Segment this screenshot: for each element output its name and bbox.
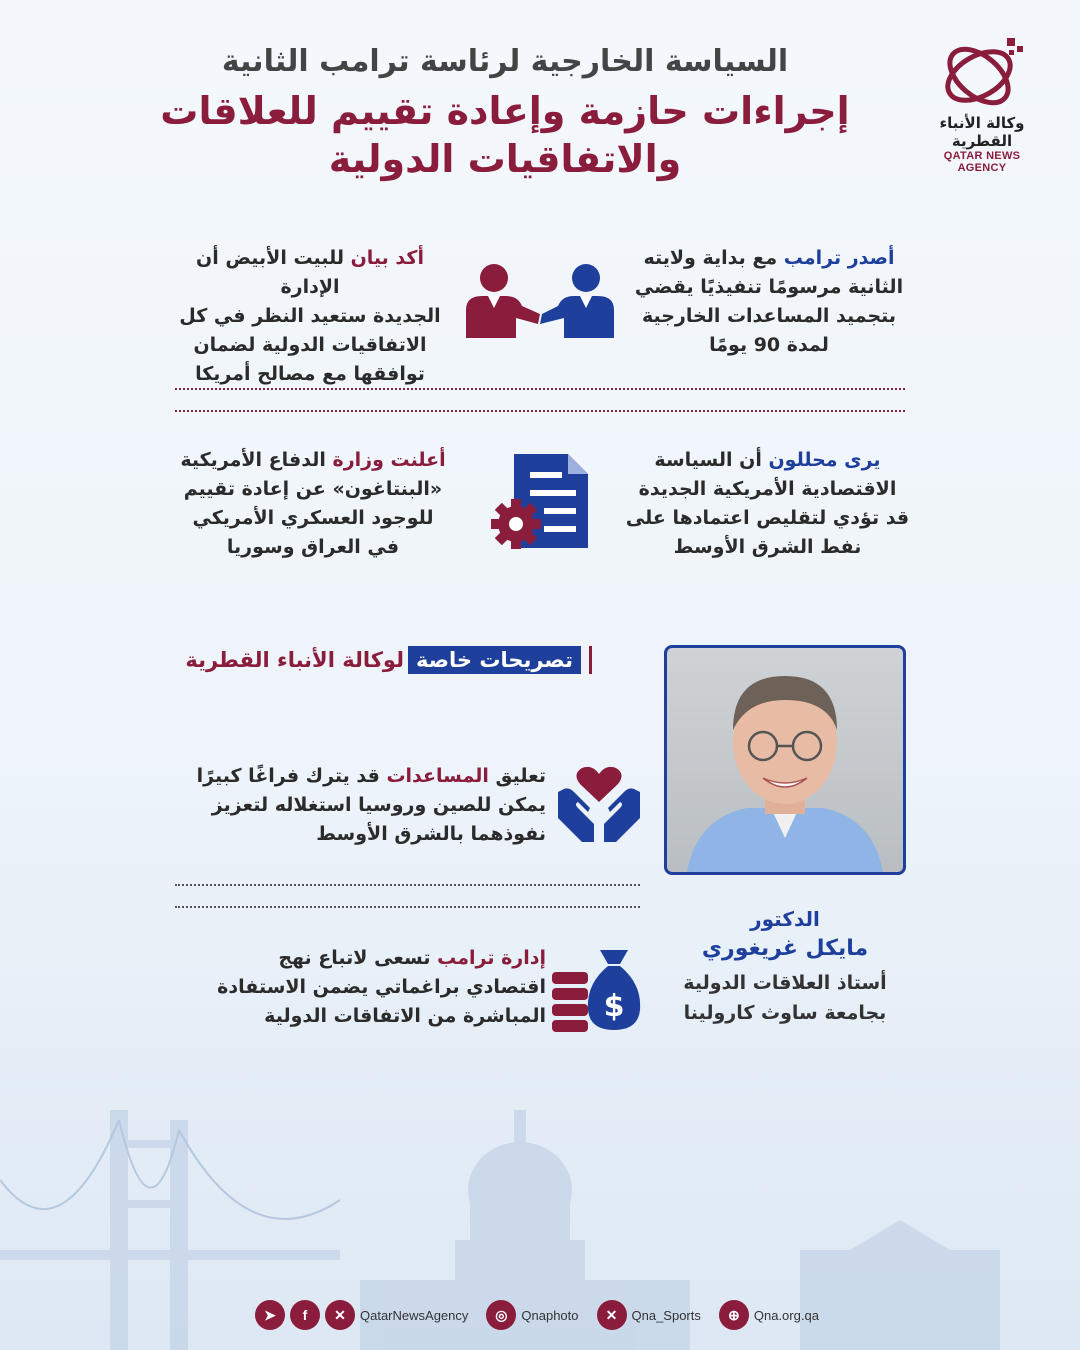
quote-line: تعليق xyxy=(488,765,546,787)
quote-aid-suspension xyxy=(186,762,546,849)
handle-main[interactable]: QatarNewsAgency xyxy=(360,1307,469,1323)
website-link[interactable]: Qna.org.qa xyxy=(753,1307,819,1323)
handle-sports[interactable]: Qna_Sports xyxy=(631,1307,701,1323)
divider xyxy=(175,410,905,412)
instagram-icon[interactable]: ◎ xyxy=(486,1300,516,1330)
expert-name: مايكل غريغوري xyxy=(701,936,869,961)
expert-role xyxy=(664,968,906,1028)
fact-block-analysts xyxy=(625,446,910,562)
logo-name-en: QATAR NEWS AGENCY xyxy=(943,150,1021,174)
fact-line: مع بداية ولايته xyxy=(643,247,784,269)
fact-line: الاتفاقيات الدولية لضمان xyxy=(193,334,427,356)
divider xyxy=(175,906,640,908)
fact-line: في العراق وسوريا xyxy=(226,536,400,558)
fact-line: قد تؤدي لتقليص اعتمادها على xyxy=(625,507,910,529)
fact-block-executive-order xyxy=(628,244,910,360)
telegram-icon[interactable]: ➤ xyxy=(255,1300,285,1330)
money-bag-icon xyxy=(548,944,644,1034)
fact-line: لمدة 90 يومًا xyxy=(709,334,829,356)
portrait-illustration xyxy=(667,648,903,872)
expert-role-line: بجامعة ساوث كارولينا xyxy=(683,1002,887,1024)
page-title-line1: إجراءات حازمة وإعادة تقييم للعلاقات xyxy=(160,89,850,133)
fact-highlight: أكد بيان xyxy=(350,247,424,269)
fact-line: نفط الشرق الأوسط xyxy=(673,536,862,558)
page-title xyxy=(150,87,860,183)
header xyxy=(150,44,860,183)
facebook-icon[interactable]: f xyxy=(290,1300,320,1330)
divider xyxy=(175,884,640,886)
footer-group-site xyxy=(719,1300,819,1330)
fact-line: توافقها مع مصالح أمريكا xyxy=(195,363,425,385)
document-gear-icon xyxy=(488,450,592,554)
footer-group-photo xyxy=(486,1300,578,1330)
exclusive-statements-tag xyxy=(185,646,592,674)
fact-line: أن السياسة xyxy=(654,449,769,471)
quote-highlight: المساعدات xyxy=(386,765,489,787)
globe-icon[interactable]: ⊕ xyxy=(719,1300,749,1330)
expert-photo xyxy=(664,645,906,875)
quote-line: نفوذهما بالشرق الأوسط xyxy=(316,823,546,845)
exclusive-source: لوكالة الأنباء القطرية xyxy=(185,648,404,672)
quote-highlight: إدارة ترامب xyxy=(437,947,546,969)
page-subtitle: السياسة الخارجية لرئاسة ترامب الثانية xyxy=(221,44,789,79)
x-icon[interactable]: ✕ xyxy=(597,1300,627,1330)
quote-line: قد يترك فراغًا كبيرًا xyxy=(196,765,387,787)
fact-block-white-house xyxy=(170,244,450,389)
quote-line: يمكن للصين وروسيا استغلاله لتعزيز xyxy=(211,794,546,816)
svg-text:$: $ xyxy=(603,989,625,1024)
fact-block-pentagon xyxy=(178,446,448,562)
fact-line: بتجميد المساعدات الخارجية xyxy=(641,305,897,327)
social-footer xyxy=(255,1300,831,1330)
handle-photo[interactable]: Qnaphoto xyxy=(521,1307,579,1323)
footer-group-sports xyxy=(597,1300,701,1330)
fact-highlight: يرى محللون xyxy=(768,449,881,471)
qna-logo xyxy=(920,32,1044,174)
logo-name-ar: وكالة الأنباء القطرية xyxy=(939,114,1025,150)
quote-pragmatic-approach xyxy=(186,944,546,1031)
heart-hands-icon xyxy=(554,762,644,846)
expert-role-line: أستاذ العلاقات الدولية xyxy=(683,972,887,994)
expert-info xyxy=(664,904,906,1028)
quote-line: المباشرة من الاتفاقات الدولية xyxy=(264,1005,546,1027)
fact-highlight: أعلنت وزارة xyxy=(332,449,446,471)
fact-highlight: أصدر ترامب xyxy=(783,247,895,269)
divider xyxy=(175,388,905,390)
quote-line: تسعى لاتباع نهج xyxy=(278,947,438,969)
exclusive-label: تصريحات خاصة xyxy=(408,646,581,674)
fact-line: للبيت الأبيض أن الإدارة xyxy=(196,247,351,298)
expert-title: الدكتور xyxy=(750,907,820,931)
fact-line: الاقتصادية الأمريكية الجديدة xyxy=(638,478,897,500)
quote-line: اقتصادي براغماتي يضمن الاستفادة xyxy=(217,976,546,998)
fact-line: «البنتاغون» عن إعادة تقييم xyxy=(183,478,443,500)
fact-line: الدفاع الأمريكية xyxy=(180,449,333,471)
page-title-line2: والاتفاقيات الدولية xyxy=(328,137,682,181)
fact-line: الجديدة ستعيد النظر في كل xyxy=(179,305,441,327)
fact-line: الثانية مرسومًا تنفيذيًا يقضي xyxy=(634,276,904,298)
qna-emblem-icon xyxy=(937,32,1027,112)
footer-group-main xyxy=(255,1300,468,1330)
x-icon[interactable]: ✕ xyxy=(325,1300,355,1330)
fact-line: للوجود العسكري الأمريكي xyxy=(192,507,434,529)
handshake-icon xyxy=(460,258,620,342)
